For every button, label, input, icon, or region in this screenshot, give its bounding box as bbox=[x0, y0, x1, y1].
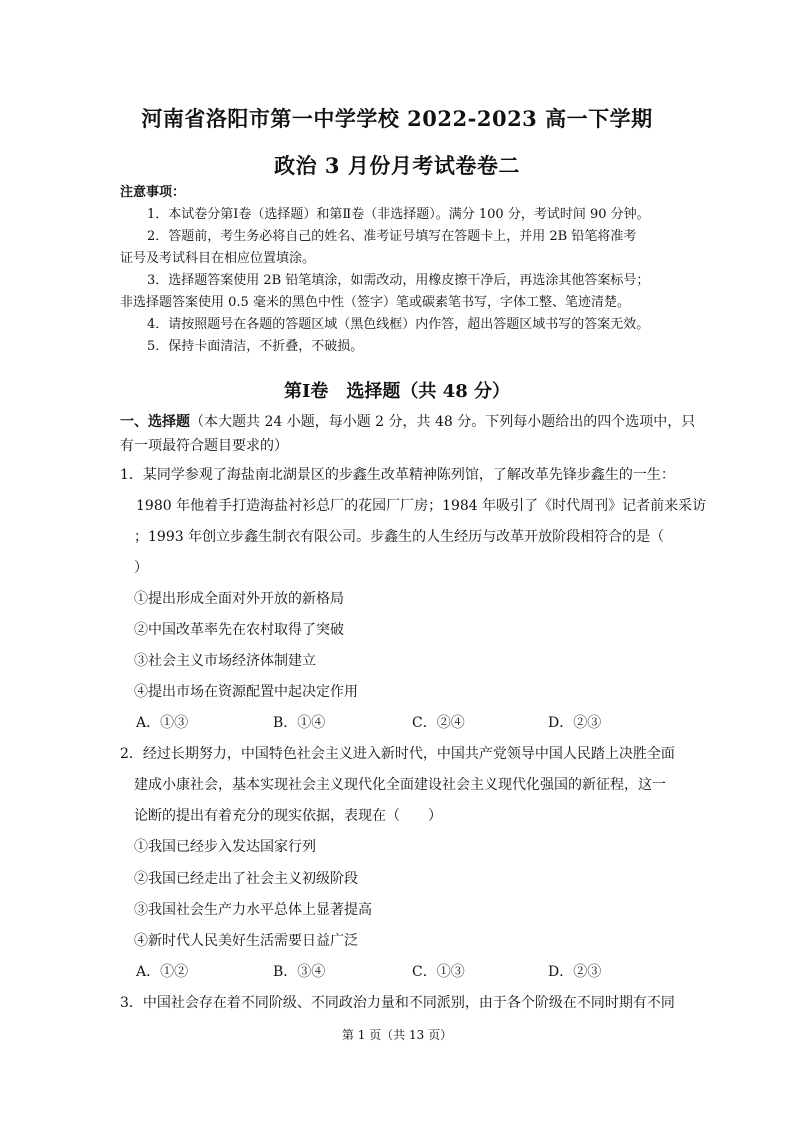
q2-stem-line: 论断的提出有着充分的现实依据，表现在（ ） bbox=[134, 808, 442, 824]
notice-line: 非选择题答案使用 0.5 毫米的黑色中性（签字）笔或碳素笔书写，字体工整、笔迹清楚。 bbox=[120, 295, 630, 310]
q2-option-a: A．①② bbox=[136, 964, 189, 980]
exam-title-line2: 政治 3 月份月考试卷卷二 bbox=[274, 153, 520, 178]
notice-line: 3．选择题答案使用 2B 铅笔填涂，如需改动，用橡皮擦干净后，再选涂其他答案标号； bbox=[147, 273, 650, 288]
notice-heading: 注意事项： bbox=[120, 185, 186, 200]
q2-stem-line: 建成小康社会，基本实现社会主义现代化全面建设社会主义现代化强国的新征程，这一 bbox=[134, 777, 666, 793]
q1-stem-line: ） bbox=[134, 560, 148, 576]
q1-statement: ④提出市场在资源配置中起决定作用 bbox=[134, 684, 358, 700]
q1-stem-line: 1980 年他着手打造海盐衬衫总厂的花园厂厂房；1984 年吸引了《时代周刊》记者前来采访 bbox=[136, 498, 707, 514]
q1-option-c: C．②④ bbox=[412, 715, 465, 731]
q2-statement: ②我国已经走出了社会主义初级阶段 bbox=[134, 871, 358, 887]
q2-option-c: C．①③ bbox=[412, 964, 465, 980]
q3-stem-line: 3．中国社会存在着不同阶级、不同政治力量和不同派别，由于各个阶级在不同时期有不同 bbox=[120, 995, 675, 1011]
q1-option-a: A．①③ bbox=[136, 715, 189, 731]
q2-statement: ①我国已经步入发达国家行列 bbox=[134, 839, 316, 855]
q2-statement: ③我国社会生产力水平总体上显著提高 bbox=[134, 902, 372, 918]
section-intro-line2: 有一项最符合题目要求的） bbox=[120, 438, 288, 454]
q1-statement: ②中国改革率先在农村取得了突破 bbox=[134, 622, 344, 638]
notice-line: 证号及考试科目在相应位置填涂。 bbox=[120, 251, 316, 266]
exam-title-line1: 河南省洛阳市第一中学学校 2022-2023 高一下学期 bbox=[141, 106, 653, 131]
q1-stem-line: ；1993 年创立步鑫生制衣有限公司。步鑫生的人生经历与改革开放阶段相符合的是（ bbox=[134, 529, 665, 545]
q1-statement: ③社会主义市场经济体制建立 bbox=[134, 653, 316, 669]
q1-stem-line: 1．某同学参观了海盐南北湖景区的步鑫生改革精神陈列馆，了解改革先锋步鑫生的一生： bbox=[120, 467, 675, 483]
notice-line: 2．答题前，考生务必将自己的姓名、准考证号填写在答题卡上，并用 2B 铅笔将准考 bbox=[147, 229, 637, 244]
q1-statement: ①提出形成全面对外开放的新格局 bbox=[134, 591, 344, 607]
q2-option-d: D．②③ bbox=[548, 964, 602, 980]
section-title: 第Ⅰ卷 选择题（共 48 分） bbox=[283, 381, 510, 402]
q2-option-b: B．③④ bbox=[273, 964, 326, 980]
q2-statement: ④新时代人民美好生活需要日益广泛 bbox=[134, 933, 358, 949]
notice-line: 1．本试卷分第Ⅰ卷（选择题）和第Ⅱ卷（非选择题）。满分 100 分，考试时间 90 分钟。 bbox=[147, 207, 650, 222]
section-intro-bold: 一、选择题 bbox=[120, 414, 190, 430]
q1-option-d: D．②③ bbox=[548, 715, 602, 731]
notice-line: 5．保持卡面清洁，不折叠，不破损。 bbox=[147, 339, 364, 354]
notice-line: 4．请按照题号在各题的答题区域（黑色线框）内作答，超出答题区域书写的答案无效。 bbox=[147, 317, 650, 332]
page-number: 第 1 页（共 13 页） bbox=[341, 1028, 453, 1042]
section-intro bbox=[120, 411, 695, 431]
section-intro-rest: （本大题共 24 小题，每小题 2 分，共 48 分。下列每小题给出的四个选项中，只 bbox=[190, 414, 696, 430]
q2-stem-line: 2．经过长期努力，中国特色社会主义进入新时代，中国共产党领导中国人民踏上决胜全面 bbox=[120, 746, 675, 762]
q1-option-b: B．①④ bbox=[273, 715, 326, 731]
